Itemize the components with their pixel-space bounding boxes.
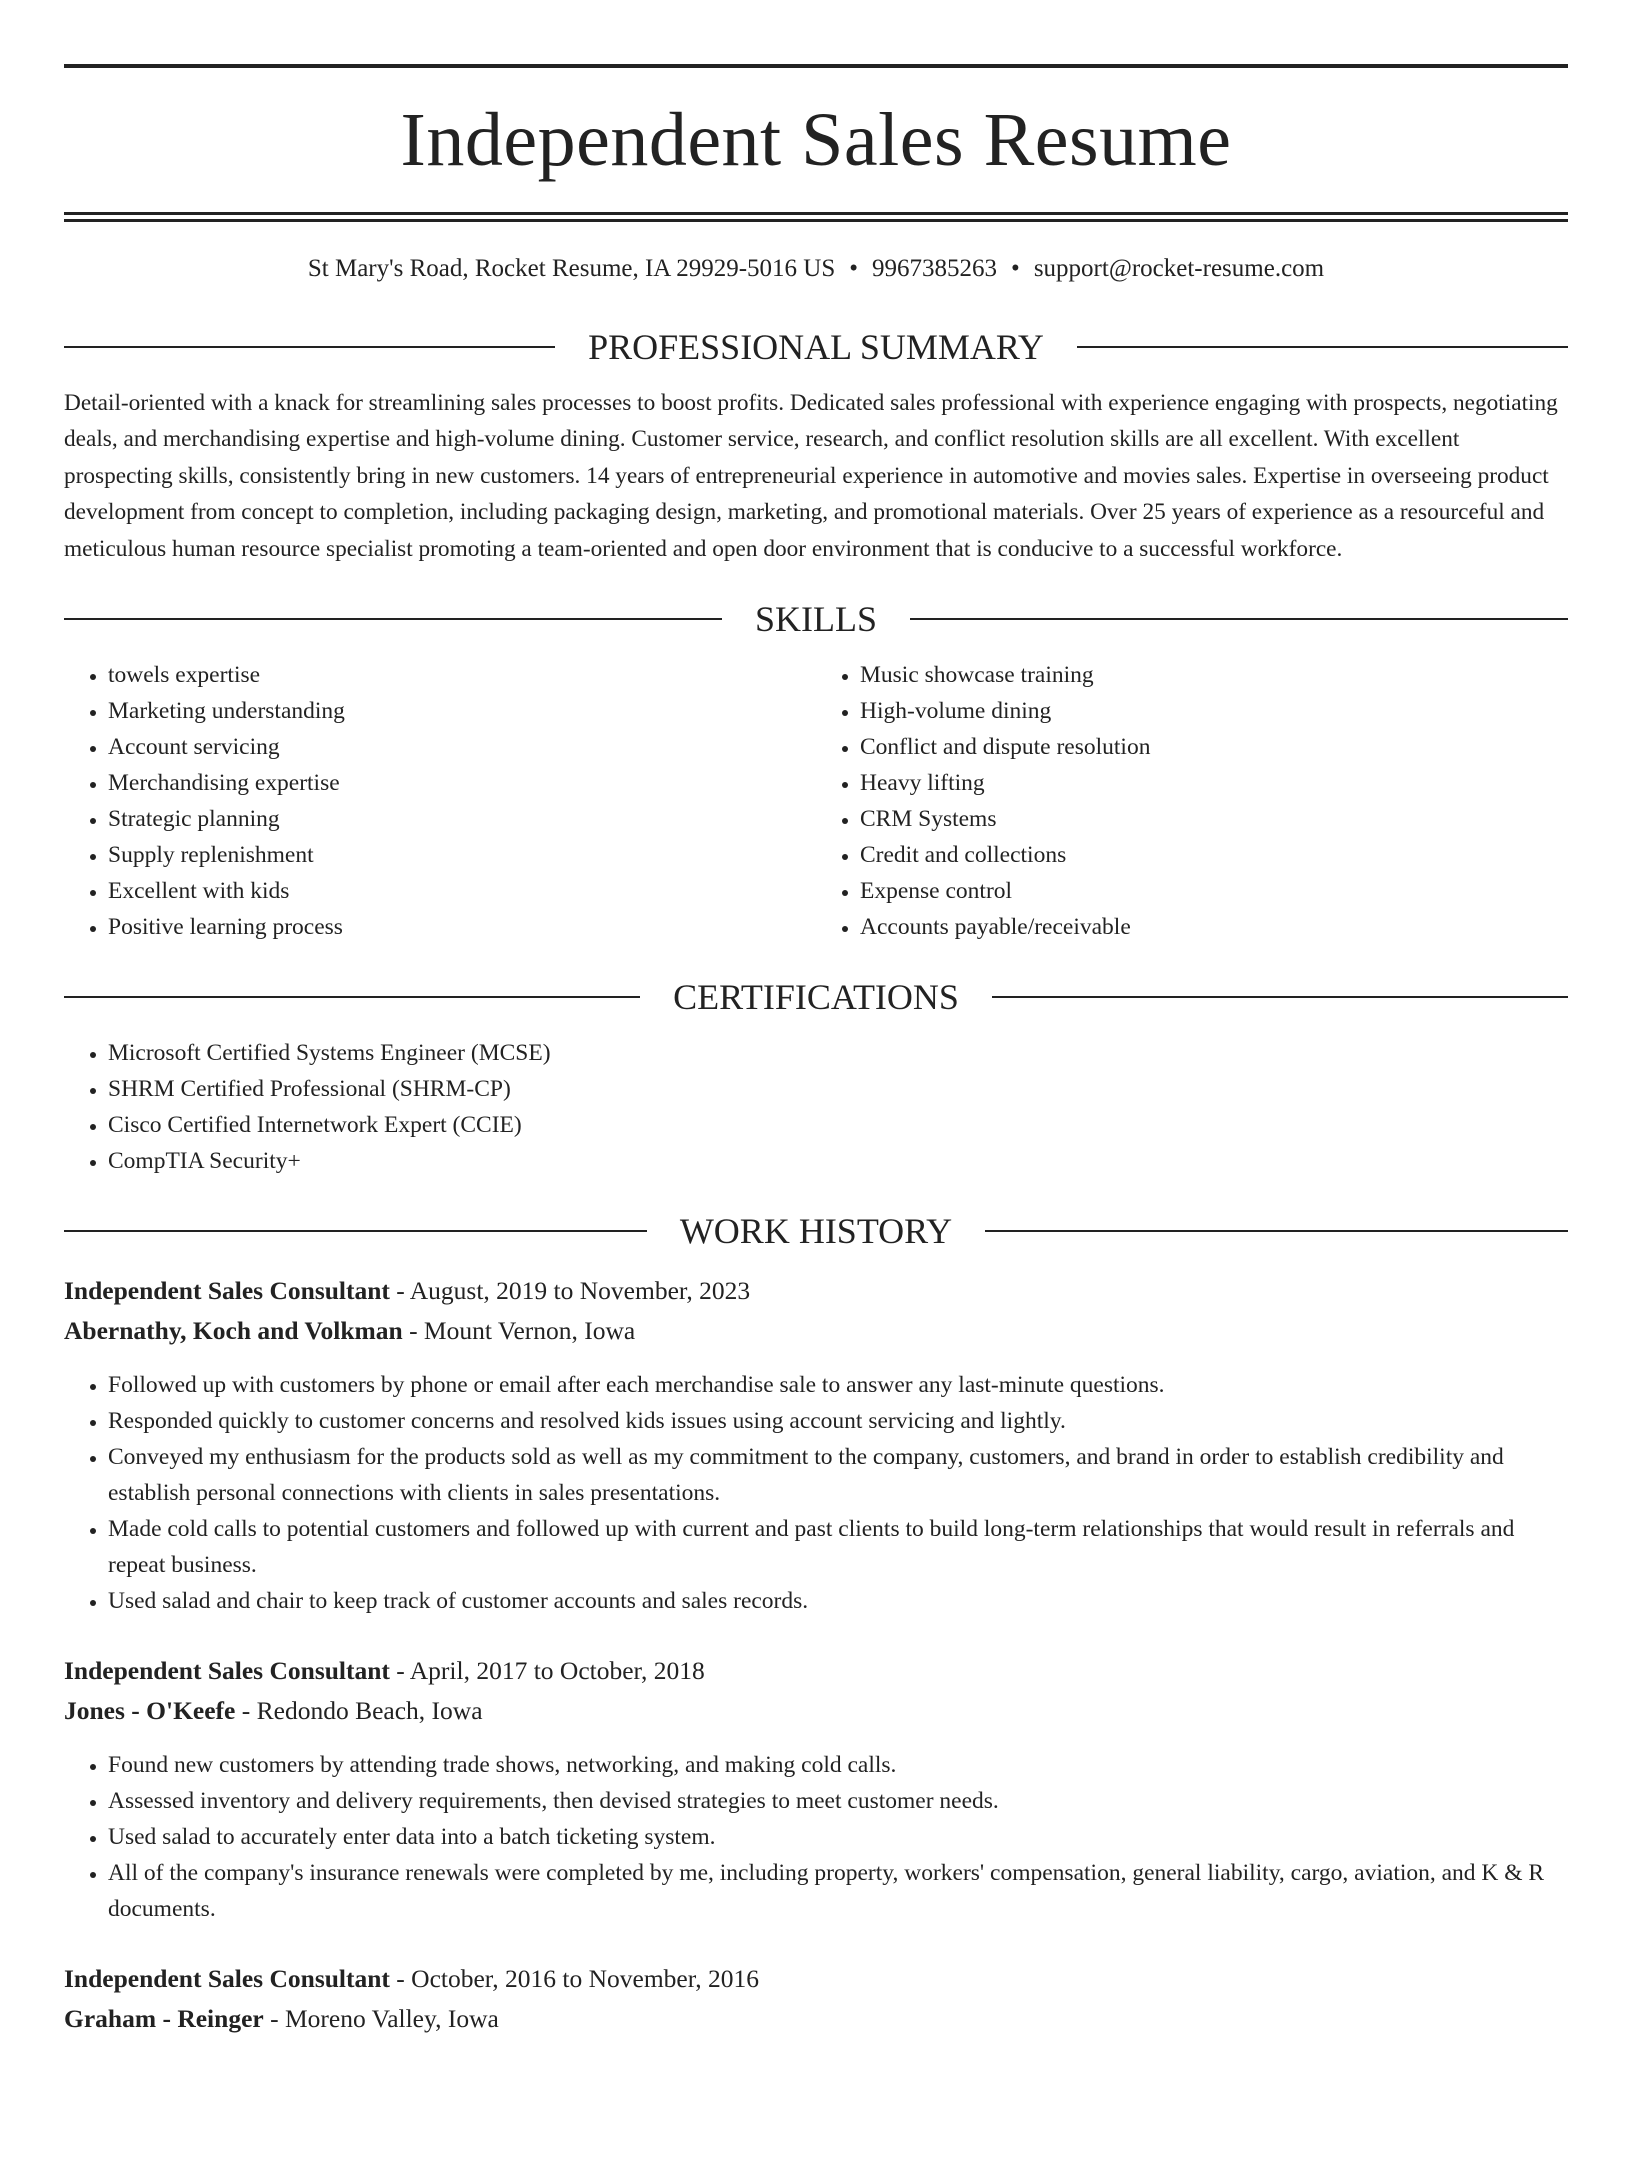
certifications-heading-text: CERTIFICATIONS [673, 977, 959, 1018]
skill-item: • towels expertise [108, 657, 816, 693]
skill-item: • Conflict and dispute resolution [860, 729, 1568, 765]
job-company-line [64, 1311, 1568, 1351]
certifications-heading [64, 975, 1568, 1019]
duty-item: • Conveyed my enthusiasm for the products sold as well as my commitment to the company, customers, and brand in order to establish credibility and establish personal connections with clients in sales presentations. [108, 1439, 1568, 1511]
job-entry [64, 1651, 1568, 1927]
certification-item: • SHRM Certified Professional (SHRM-CP) [108, 1071, 1568, 1107]
job-company: Abernathy, Koch and Volkman [64, 1316, 403, 1346]
summary-heading [64, 325, 1568, 369]
resume-page [0, 64, 1632, 2176]
duty-item: • Made cold calls to potential customers and followed up with current and past clients to build long-term relationships that would result in referrals and repeat business. [108, 1511, 1568, 1583]
skill-item: • Account servicing [108, 729, 816, 765]
job-company: Jones - O'Keefe [64, 1696, 236, 1726]
skills-column-right [816, 657, 1568, 945]
skill-item: • High-volume dining [860, 693, 1568, 729]
job-title: Independent Sales Consultant [64, 1276, 390, 1306]
skill-item: • Expense control [860, 873, 1568, 909]
skill-item: • Strategic planning [108, 801, 816, 837]
certifications-list [64, 1035, 1568, 1179]
duty-item: • Found new customers by attending trade shows, networking, and making cold calls. [108, 1747, 1568, 1783]
skill-item: • Marketing understanding [108, 693, 816, 729]
summary-heading-text: PROFESSIONAL SUMMARY [588, 327, 1044, 367]
job-location: - Moreno Valley, Iowa [263, 2004, 499, 2034]
resume-title: Independent Sales Resume [400, 98, 1232, 182]
duty-item: • Used salad and chair to keep track of customer accounts and sales records. [108, 1583, 1568, 1619]
skill-item: • Credit and collections [860, 837, 1568, 873]
certification-item: • Microsoft Certified Systems Engineer (MCSE) [108, 1035, 1568, 1071]
job-title-line [64, 1271, 1568, 1311]
job-duties [64, 1367, 1568, 1619]
contact-address: St Mary's Road, Rocket Resume, IA 29929-5016 US [307, 255, 836, 282]
job-duties [64, 1747, 1568, 1927]
job-company-line [64, 1999, 1568, 2039]
job-dates: - August, 2019 to November, 2023 [389, 1276, 751, 1306]
duty-item: • Used salad to accurately enter data into a batch ticketing system. [108, 1819, 1568, 1855]
skills-heading [64, 597, 1568, 641]
job-entry [64, 1271, 1568, 1619]
job-dates: - April, 2017 to October, 2018 [389, 1656, 705, 1686]
work-history-heading [64, 1209, 1568, 1253]
skill-item: • Merchandising expertise [108, 765, 816, 801]
skill-item: • Heavy lifting [860, 765, 1568, 801]
duty-item: • Followed up with customers by phone or email after each merchandise sale to answer any last-minute questions. [108, 1367, 1568, 1403]
contact-separator: • [1011, 255, 1020, 282]
skill-item: • Excellent with kids [108, 873, 816, 909]
certification-item: • Cisco Certified Internetwork Expert (CCIE) [108, 1107, 1568, 1143]
skills-heading-text: SKILLS [755, 599, 878, 640]
job-entry [64, 1959, 1568, 2039]
duty-item: • Responded quickly to customer concerns and resolved kids issues using account servicing and lightly. [108, 1403, 1568, 1439]
duty-item: • All of the company's insurance renewals were completed by me, including property, workers' compensation, general liability, cargo, aviation, and K & R documents. [108, 1855, 1568, 1927]
title-double-rule [64, 212, 1568, 222]
duty-item: • Assessed inventory and delivery requirements, then devised strategies to meet customer needs. [108, 1783, 1568, 1819]
contact-line [64, 253, 1568, 285]
job-title: Independent Sales Consultant [64, 1964, 390, 1994]
top-rule [64, 64, 1568, 68]
job-location: - Redondo Beach, Iowa [235, 1696, 483, 1726]
contact-email: support@rocket-resume.com [1033, 255, 1325, 282]
job-title-line [64, 1959, 1568, 1999]
job-title: Independent Sales Consultant [64, 1656, 390, 1686]
job-company: Graham - Reinger [64, 2004, 264, 2034]
work-history-heading-text: WORK HISTORY [679, 1211, 953, 1252]
summary-paragraph: Detail-oriented with a knack for streamlining sales processes to boost profits. Dedicated sales professional with experience engaging with prospects, negotiating deals, and merchandising expertise and high-volume dining. Customer service, research, and conflict resolution skills are all excellent. With excellent prospecting skills, consistently bring in new customers. 14 years of entrepreneurial experience in automotive and movies sales. Expertise in overseeing product development from concept to completion, including packaging design, marketing, and promotional materials. Over 25 years of experience as a resourceful and meticulous human resource specialist promoting a team-oriented and open door environment that is conducive to a successful workforce. [64, 390, 1558, 562]
contact-separator: • [849, 255, 859, 282]
skills-column-left [64, 657, 816, 945]
skill-item: • Supply replenishment [108, 837, 816, 873]
job-dates: - October, 2016 to November, 2016 [389, 1964, 759, 1994]
skill-item: • Music showcase training [860, 657, 1568, 693]
skills-list [64, 657, 1568, 945]
skill-item: • Positive learning process [108, 909, 816, 945]
contact-phone: 9967385263 [872, 255, 998, 282]
job-location: - Mount Vernon, Iowa [402, 1316, 636, 1346]
certification-item: • CompTIA Security+ [108, 1143, 1568, 1179]
job-company-line [64, 1691, 1568, 1731]
skill-item: • CRM Systems [860, 801, 1568, 837]
skill-item: • Accounts payable/receivable [860, 909, 1568, 945]
job-title-line [64, 1651, 1568, 1691]
